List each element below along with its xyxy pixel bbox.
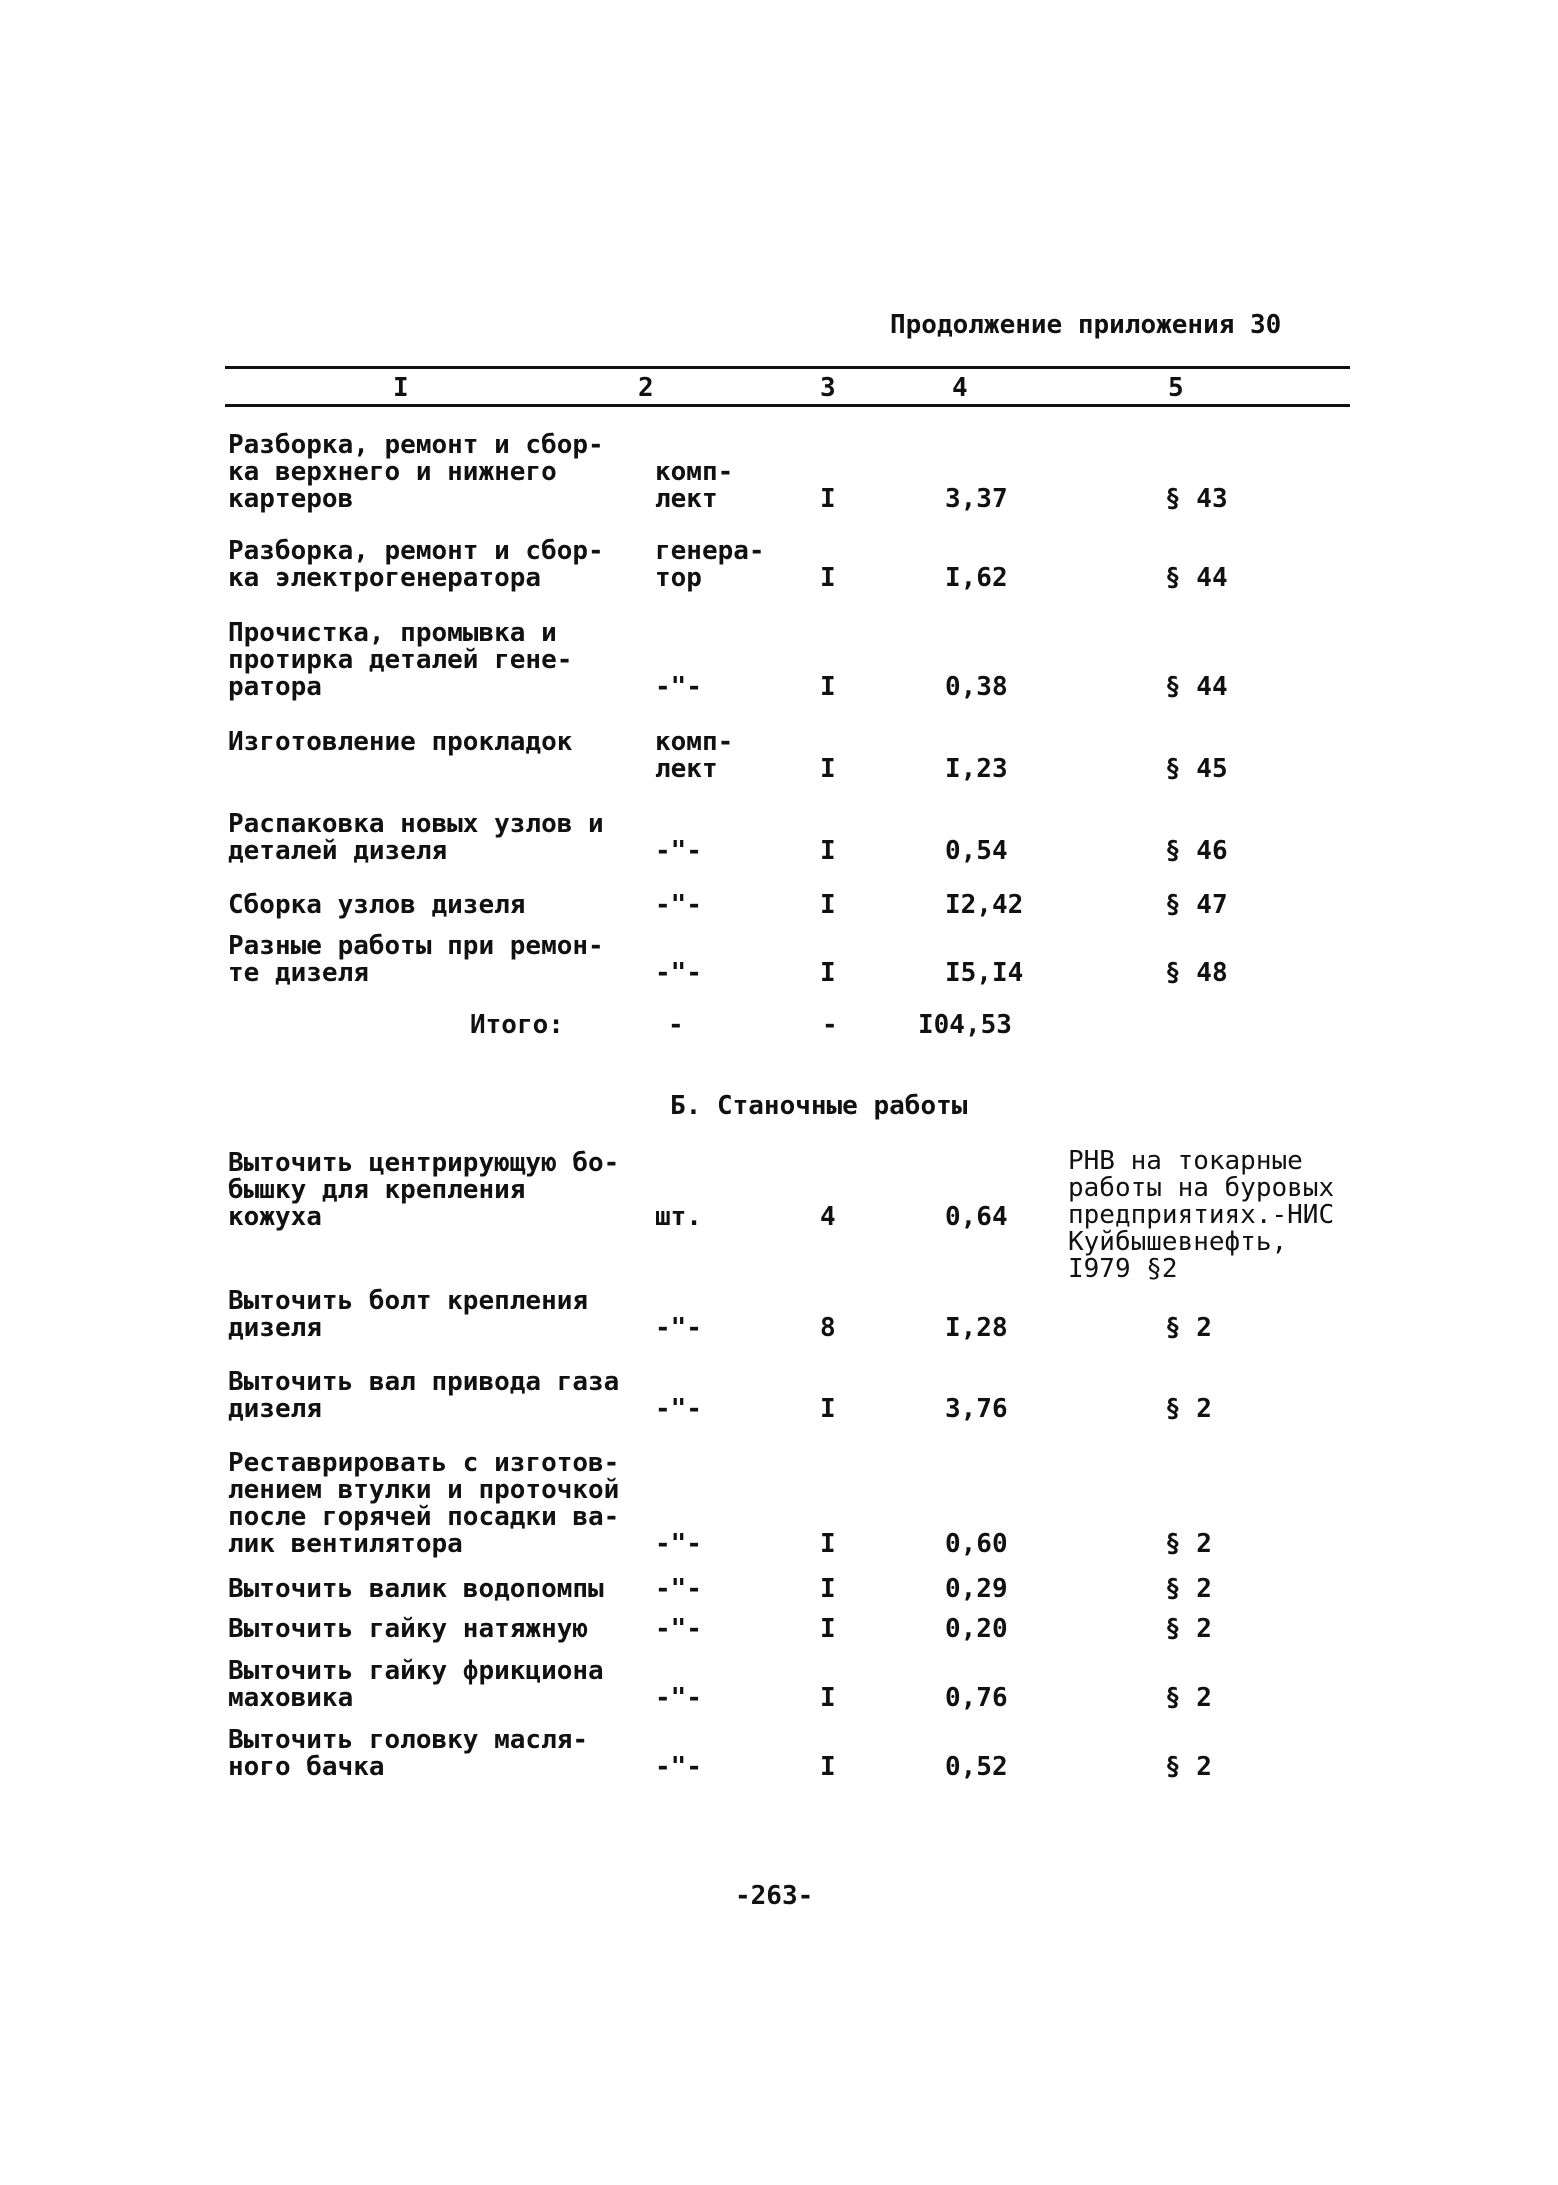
section-b-title: Б. Станочные работы [670, 1091, 968, 1121]
unit: шт. [655, 1202, 702, 1232]
reference: § 48 [1165, 958, 1228, 988]
column-header-4: 4 [952, 373, 968, 403]
table-top-rule [225, 366, 1350, 369]
table-header-rule [225, 404, 1350, 407]
total-unit: - [668, 1010, 684, 1040]
norm-value: I,28 [945, 1313, 1008, 1343]
reference: § 47 [1165, 890, 1228, 920]
column-header-3: 3 [820, 373, 836, 403]
work-name: Разборка, ремонт и сбор- ка электрогенератора [228, 536, 604, 593]
norm-value: 0,52 [945, 1752, 1008, 1782]
work-name: Выточить гайку натяжную [228, 1614, 589, 1644]
work-name: Изготовление прокладок [228, 727, 573, 757]
unit: -"- [655, 1752, 702, 1782]
page-number: -263- [735, 1881, 814, 1911]
unit: комп- лект [655, 727, 734, 784]
work-name: Выточить валик водопомпы [228, 1574, 604, 1604]
quantity: I [820, 484, 836, 514]
reference: РНВ на токарные работы на буровых предприятиях.-НИС Куйбышевнефть, I979 §2 [1068, 1146, 1335, 1284]
work-name: Прочистка, промывка и протирка деталей гене- ратора [228, 618, 573, 702]
reference: § 2 [1165, 1394, 1212, 1424]
norm-value: 0,38 [945, 672, 1008, 702]
quantity: 4 [820, 1202, 836, 1232]
reference: § 2 [1165, 1614, 1212, 1644]
norm-value: 0,54 [945, 836, 1008, 866]
norm-value: I2,42 [945, 890, 1024, 920]
reference: § 43 [1165, 484, 1228, 514]
norm-value: 3,76 [945, 1394, 1008, 1424]
quantity: 8 [820, 1313, 836, 1343]
reference: § 44 [1165, 672, 1228, 702]
norm-value: 0,76 [945, 1683, 1008, 1713]
quantity: I [820, 1394, 836, 1424]
total-qty: - [822, 1010, 838, 1040]
column-header-5: 5 [1168, 373, 1184, 403]
unit: -"- [655, 958, 702, 988]
reference: § 44 [1165, 563, 1228, 593]
work-name: Распаковка новых узлов и деталей дизеля [228, 809, 604, 866]
work-name: Выточить головку масля- ного бачка [228, 1725, 589, 1782]
column-header-2: 2 [638, 373, 654, 403]
reference: § 2 [1165, 1574, 1212, 1604]
quantity: I [820, 754, 836, 784]
reference: § 2 [1165, 1752, 1212, 1782]
norm-value: 0,20 [945, 1614, 1008, 1644]
norm-value: I,23 [945, 754, 1008, 784]
norm-value: I,62 [945, 563, 1008, 593]
work-name: Разные работы при ремон- те дизеля [228, 931, 604, 988]
reference: § 45 [1165, 754, 1228, 784]
unit: -"- [655, 1574, 702, 1604]
quantity: I [820, 836, 836, 866]
quantity: I [820, 958, 836, 988]
quantity: I [820, 672, 836, 702]
quantity: I [820, 1574, 836, 1604]
unit: -"- [655, 1529, 702, 1559]
total-value: I04,53 [918, 1010, 1012, 1040]
unit: -"- [655, 1683, 702, 1713]
column-header-1: I [393, 373, 409, 403]
unit: -"- [655, 1614, 702, 1644]
quantity: I [820, 1683, 836, 1713]
unit: -"- [655, 672, 702, 702]
reference: § 2 [1165, 1529, 1212, 1559]
work-name: Выточить гайку фрикциона маховика [228, 1656, 604, 1713]
work-name: Разборка, ремонт и сбор- ка верхнего и нижнего картеров [228, 430, 604, 514]
norm-value: I5,I4 [945, 958, 1024, 988]
quantity: I [820, 890, 836, 920]
reference: § 46 [1165, 836, 1228, 866]
quantity: I [820, 1529, 836, 1559]
continuation-title: Продолжение приложения 30 [890, 310, 1282, 340]
reference: § 2 [1165, 1683, 1212, 1713]
work-name: Выточить болт крепления дизеля [228, 1286, 589, 1343]
unit: -"- [655, 1313, 702, 1343]
unit: генера- тор [655, 536, 765, 593]
unit: -"- [655, 836, 702, 866]
norm-value: 0,60 [945, 1529, 1008, 1559]
quantity: I [820, 1752, 836, 1782]
norm-value: 3,37 [945, 484, 1008, 514]
norm-value: 0,64 [945, 1202, 1008, 1232]
unit: комп- лект [655, 457, 734, 514]
work-name: Выточить центрирующую бо- бышку для крепления кожуха [228, 1148, 620, 1232]
work-name: Сборка узлов дизеля [228, 890, 526, 920]
quantity: I [820, 1614, 836, 1644]
total-label: Итого: [470, 1010, 564, 1040]
reference: § 2 [1165, 1313, 1212, 1343]
unit: -"- [655, 890, 702, 920]
norm-value: 0,29 [945, 1574, 1008, 1604]
quantity: I [820, 563, 836, 593]
work-name: Реставрировать с изготов- лением втулки и проточкой после горячей посадки ва- лик вентилятора [228, 1448, 620, 1559]
work-name: Выточить вал привода газа дизеля [228, 1367, 620, 1424]
unit: -"- [655, 1394, 702, 1424]
